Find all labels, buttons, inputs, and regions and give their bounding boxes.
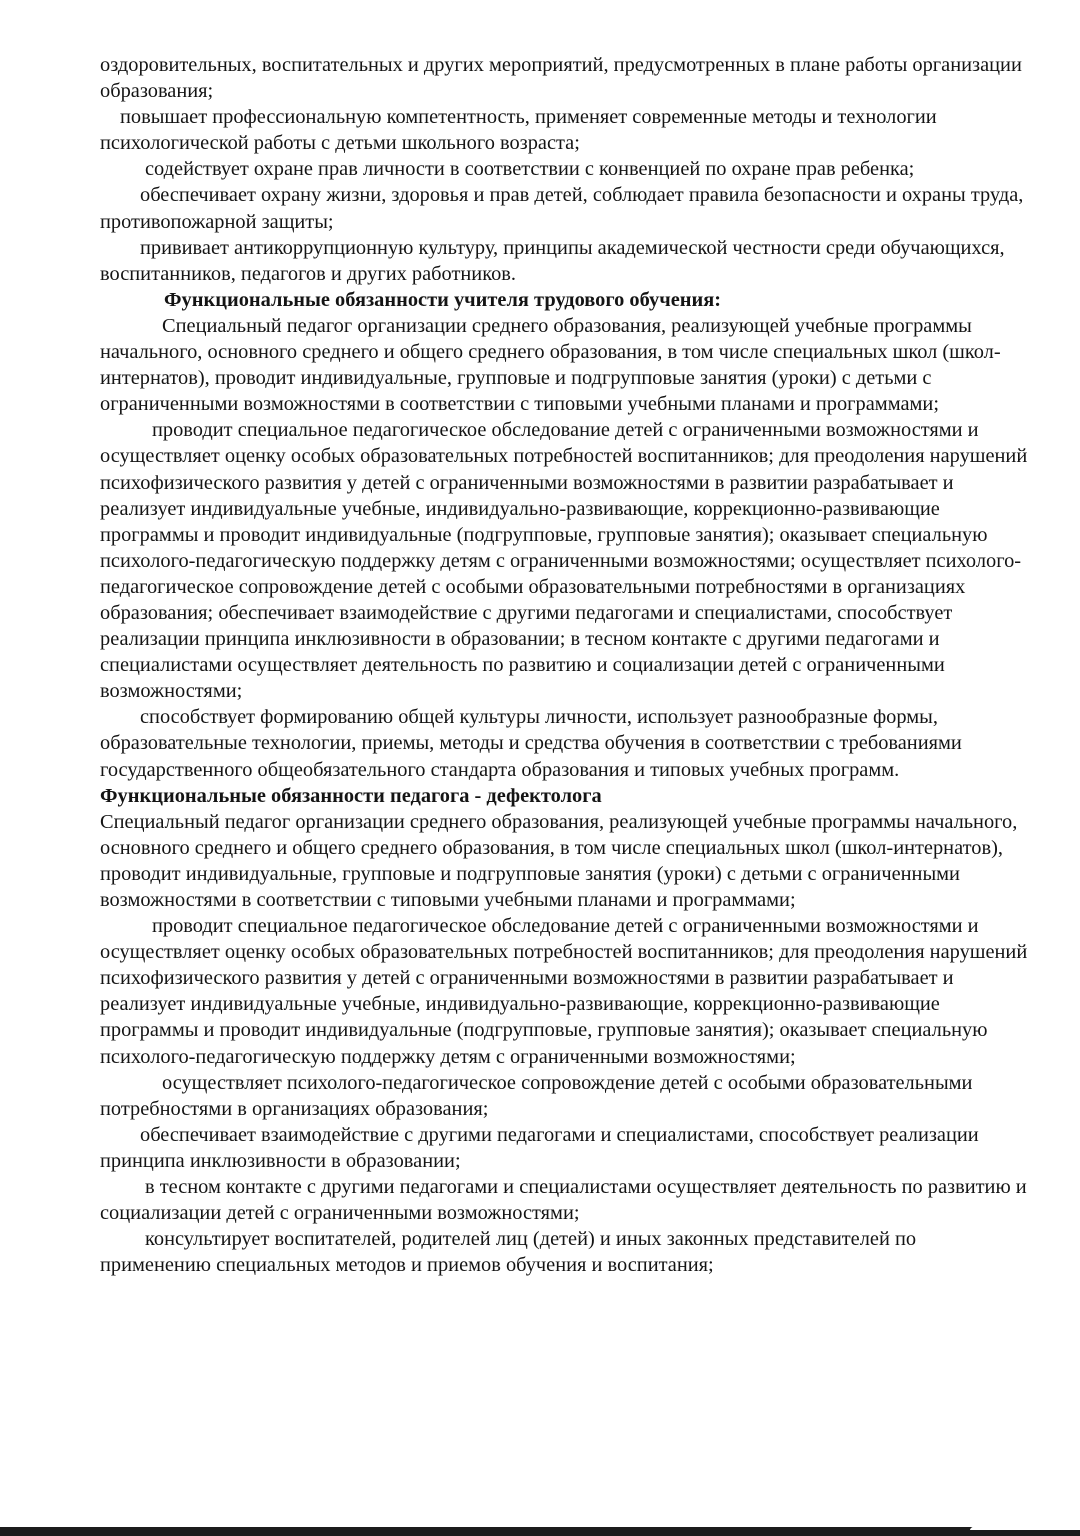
paragraph: Специальный педагог организации среднего образования, реализующей учебные программы начального, основного среднего и общего среднего образования, в том числе специальных школ (школ-интернатов), проводит индивидуальные, групповые и подгрупповые занятия (уроки) с детьми с ограниченными возможностями в соответствии с типовыми учебными планами и программами;	[100, 314, 1001, 416]
document-body	[100, 52, 1028, 1278]
paragraph: проводит специальное педагогическое обследование детей с ограниченными возможностями и осуществляет оценку особых образовательных потребностей воспитанников; для преодоления нарушений психофизического развития у детей с ограниченными возможностями в развитии разрабатывает и реализует индивидуальные учебные, индивидуально-развивающие, коррекционно-развивающие программы и проводит индивидуальные (подгрупповые, групповые занятия); оказывает специальную психолого-педагогическую поддержку детям с ограниченными возможностями; осуществляет психолого-педагогическое сопровождение детей с особыми образовательными потребностями в организациях образования; обеспечивает взаимодействие с другими педагогами и специалистами, способствует реализации принципа инклюзивности в образовании; в тесном контакте с другими педагогами и специалистами осуществляет деятельность по развитию и социализации детей с ограниченными возможностями;	[100, 419, 1028, 703]
paragraph: способствует формированию общей культуры личности, использует разнообразные формы, образовательные технологии, приемы, методы и средства обучения в соответствии с требованиями государственного общеобязательного стандарта образования и типовых учебных программ.	[100, 706, 962, 781]
page-corner-curl	[970, 1516, 1080, 1530]
paragraph: повышает профессиональную компетентность, применяет современные методы и технологии психологической работы с детьми школьного возраста;	[100, 106, 937, 155]
paragraph: оздоровительных, воспитательных и других мероприятий, предусмотренных в плане работы организации образования;	[100, 54, 1022, 103]
paragraph: обеспечивает взаимодействие с другими педагогами и специалистами, способствует реализации принципа инклюзивности в образовании;	[100, 1123, 979, 1172]
paragraph: консультирует воспитателей, родителей лиц (детей) и иных законных представителей по применению специальных методов и приемов обучения и воспитания;	[100, 1228, 917, 1277]
section-heading: Функциональные обязанности педагога - дефектолога	[100, 784, 602, 807]
paragraph: Специальный педагог организации среднего образования, реализующей учебные программы начального, основного среднего и общего среднего образования, в том числе специальных школ (школ-интернатов), проводит индивидуальные, групповые и подгрупповые занятия (уроки) с детьми с ограниченными возможностями в соответствии с типовыми учебными планами и программами;	[100, 810, 1018, 911]
paragraph: осуществляет психолого-педагогическое сопровождение детей с особыми образовательными потребностями в организациях образования;	[100, 1071, 973, 1120]
page-bottom-edge	[0, 1527, 1080, 1536]
section-heading: Функциональные обязанности учителя трудового обучения:	[164, 288, 722, 311]
paragraph: в тесном контакте с другими педагогами и специалистами осуществляет деятельность по развитию и социализации детей с ограниченными возможностями;	[100, 1176, 1027, 1225]
paragraph: содействует охране прав личности в соответствии с конвенцией по охране прав ребенка;	[145, 158, 915, 181]
paragraph: проводит специальное педагогическое обследование детей с ограниченными возможностями и осуществляет оценку особых образовательных потребностей воспитанников; для преодоления нарушений психофизического развития у детей с ограниченными возможностями в развитии разрабатывает и реализует индивидуальные учебные, индивидуально-развивающие, коррекционно-развивающие программы и проводит индивидуальные (подгрупповые, групповые занятия); оказывает специальную психолого-педагогическую поддержку детям с ограниченными возможностями;	[100, 915, 1028, 1068]
paragraph: прививает антикоррупционную культуру, принципы академической честности среди обучающихся, воспитанников, педагогов и других работников.	[100, 236, 1005, 285]
paragraph: обеспечивает охрану жизни, здоровья и прав детей, соблюдает правила безопасности и охраны труда, противопожарной защиты;	[100, 184, 1024, 233]
